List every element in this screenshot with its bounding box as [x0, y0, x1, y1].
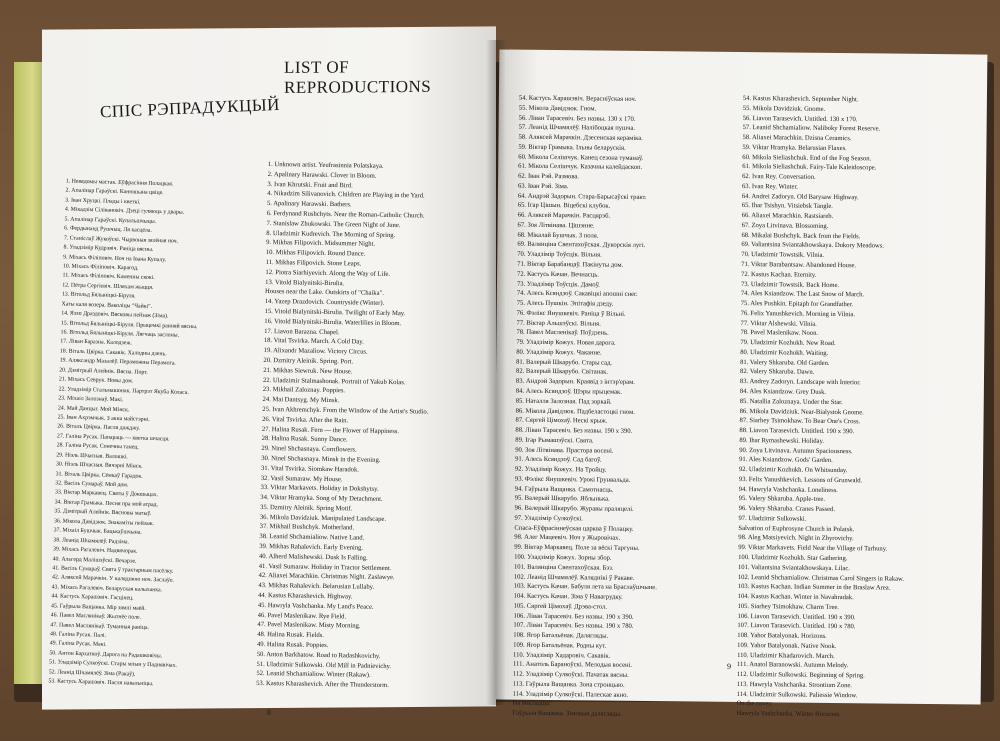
list-item: 100. Уладзімір Кожух. Зорны збор. — [514, 553, 612, 562]
list-item: 68. Mikalai Bushchyk. Back from the Fields. — [741, 231, 861, 240]
list-item: 19. Alixandr Mazaliow. Victory Circus. — [263, 347, 368, 356]
list-item: 45. Hawryla Vashchanka. My Land's Peace. — [257, 601, 374, 611]
list-item: 92. Uladzimir Kozhukh. On Whitsunday. — [738, 466, 848, 475]
list-item: 14. Язэп Драздовіч. Вясковы пейзаж (Зіма). — [61, 310, 169, 320]
list-item: 26. Віталь Цвірка. Пасля дажджу. — [57, 423, 140, 433]
list-item: 16. Вітольд Бялыніцкі-Біруля. Лягчаць заслоны. — [60, 329, 180, 339]
list-item: 94. Hawryla Vashchanka. Loneliness. — [738, 485, 838, 494]
list-item: 75. Ales Pushkin. Epitaph for Grandfather. — [740, 300, 854, 309]
list-item: 87. Сяргей Цімохаў. Нескі крыж. — [515, 416, 608, 425]
list-item: 23. Mikhail Zaloznay. Poppies. — [262, 386, 346, 395]
list-item: 6. Ferdynand Rushchyts. Near the Roman-Catholic Church. — [266, 209, 425, 220]
list-item: 111. Анатоль Бараноўскі. Мелодыя восені. — [512, 661, 633, 670]
list-item: 3. Іван Хруцкі. Плады і кветкі. — [65, 197, 141, 206]
list-item: Спаса-Еўфрасіннеўская царква ў Полацку. — [514, 524, 634, 533]
list-item: 96. Valery Shkaruba. Cranes Passed. — [738, 505, 836, 514]
list-item: 62. Ivan Rey. Conversation. — [742, 173, 816, 181]
list-item: On the cover: — [736, 700, 773, 708]
list-item: 113. Hawryla Vashchanka. Strontium Zone. — [736, 680, 852, 690]
list-item: 47. Pavel Maslenikaw. Misty Morning. — [257, 621, 361, 631]
list-item: 73. Уладзімір Тоўсцік. Дамоў. — [516, 280, 600, 289]
list-item: 107. Liavon Tarasevich. Untitled. 190 x 780. — [737, 622, 856, 631]
list-item: 4. Nikadzim Silivanovich. Children are Playing in the Yard. — [267, 190, 425, 200]
list-item: 91. Алесь Ксяндзоў. Сад багоў. — [515, 455, 602, 464]
list-item: 76. Felix Yanushkevich. Morning in Vilnia. — [740, 309, 856, 319]
list-item: 82. Valery Shkaruba. Dawn. — [740, 368, 815, 377]
list-item: 88. Ліван Тарасевіч. Без назвы. 190 х 390. — [515, 426, 633, 435]
list-item: 66. Aliaxei Marachkin. Rastsiareb. — [741, 212, 834, 221]
list-item: 46. Павел Маслянікаў. Жытнёе поле. — [50, 612, 142, 621]
list-item: 69. Valiantsina Sviantakhowskaya. Dukory Meadows. — [741, 241, 884, 250]
list-item: 43. Mikhas Rahalevich. Belarusian Lullaby. — [258, 582, 375, 592]
list-item: 95. Валерый Шкарубо. Яблынька. — [514, 495, 610, 504]
list-item: 109. Ягор Батальёнак. Родны кут. — [513, 641, 607, 650]
list-item: 57. Leanid Shchamialiow. Naliboky Forest Reserve. — [742, 124, 881, 133]
list-item: 77. Viktar Alshewski. Vilnia. — [740, 319, 817, 328]
list-item: 2. Apalinary Harawski. Clover in Bloom. — [267, 170, 377, 180]
list-item: 29. Ніэль Шчасная. Валошкі. — [56, 452, 129, 461]
list-item: 53. Kastus Kharashevich. After the Thunderstorm. — [256, 680, 389, 690]
list-item: 41. Vasil Sumaraw. Holiday in Tractor Settlement. — [258, 562, 392, 572]
list-item: 44. Кастусь Харашэвіч. Гасцінец. — [51, 593, 134, 602]
list-item: 51. Uladzimir Sulkowski. Old Mill in Padnievichy. — [256, 660, 392, 670]
reproductions-list-english — [256, 160, 490, 692]
reproductions-list-belarusian-continued — [512, 94, 741, 721]
list-item: 95. Valery Shkaruba. Apple-tree. — [738, 495, 826, 504]
list-item: 14. Yazep Drazdovich. Countryside (Winter). — [264, 298, 385, 308]
list-item: Гаўрыла Ващанка. Зімовыя далягляды. — [512, 709, 622, 719]
list-item: 60. Mikola Sieliashchuk. End of the Fog Season. — [742, 153, 872, 162]
list-item: Houses near the Lake. Outskirts of "Chaika". — [264, 288, 384, 298]
list-item: 110. Уладзімір Хадаровіч. Сакавік. — [513, 651, 611, 660]
list-item: 75. Алесь Пушкін. Эпітафія дзеду. — [516, 299, 614, 308]
list-item: 86. Mikola Davidziuk. Near-Bialystok Gnome. — [739, 407, 864, 416]
list-item: 55. Mikola Davidziuk. Gnome. — [742, 104, 826, 113]
list-item: 102. Leanid Shchamialiow. Christmas Carol Singers in Rakaw. — [737, 573, 905, 583]
list-item: 99. Viktar Markavets. Field Near the Village of Tarhuny. — [738, 544, 888, 553]
list-item: 71. Віктар Барабанцаў. Пакінуты дом. — [517, 260, 624, 269]
list-item: 47. Павел Маслянікаў. Туманная раніца. — [50, 621, 150, 631]
list-item: 103. Кастусь Качан. Бабуля лета на Браслаўшчыне. — [513, 582, 657, 592]
list-item: 59. Viktar Hramyka. Belarusian Flaxes. — [742, 143, 847, 152]
list-item: 15. Vitold Bialynitski-Birulia. Twilight of Early May. — [264, 307, 406, 318]
list-item: 7. Stanislaw Zhukowski. The Green Night of June. — [266, 219, 401, 229]
list-item: 28. Halina Rusak. Sunny Dance. — [261, 435, 348, 444]
list-item: 37. Mikhail Bushchyk. Motherland. — [259, 523, 355, 532]
list-item: 7. Станіслаў Жукоўскі. Чырвоная зялёная ноч. — [63, 235, 179, 245]
list-item: 76. Фэлікс Янушкевіч. Раніца ў Вільні. — [516, 309, 626, 318]
list-item: 5. Apalinary Harawski. Bathers. — [266, 200, 352, 209]
list-item: 65. Ігар Цішын. Віцебскі клубок. — [517, 202, 611, 211]
list-item: 34. Viktar Hramyka. Song of My Detachment. — [260, 494, 383, 503]
list-item: 85. Natallia Zaloznaya. Under the Star. — [739, 397, 843, 406]
list-item: 19. Аляксандр Мазалёў. Пераможны Перамога. — [59, 357, 176, 367]
page-number-left: 8 — [267, 707, 271, 718]
list-item: 11. Mikhas Filipovich. Stone Leaps. — [265, 258, 362, 268]
right-page — [493, 49, 988, 719]
list-item: 1. Unknown artist. Yeufrasinnia Polatskaya. — [267, 161, 384, 170]
list-item: 12. Пётра Сергіевіч. Шляхам жыцця. — [62, 282, 154, 291]
page-title-belarusian: СПІС РЭПРАДУКЦЫЙ — [99, 94, 281, 122]
page-title-english: LIST OF REPRODUCTIONS — [284, 57, 432, 97]
list-item: 29. Ninel Shchasnaya. Cornflowers. — [261, 445, 357, 454]
list-item: 52. Leanid Shchamialiow. Winter (Rakaw). — [256, 670, 371, 680]
list-item: 36. Мікола Давідзюк. Знакаміты пейзаж. — [53, 518, 155, 527]
list-item: 64. Андрэй Задорын. Стара-Барысаўскі тракт. — [517, 192, 647, 201]
list-item: 80. Uladzimir Kozhukh. Waiting. — [740, 348, 829, 357]
list-item: 89. Ігар Рымашэўскі. Свята. — [515, 436, 594, 445]
list-item: 105. Сяргей Цімохаў. Дрэва-стол. — [513, 602, 608, 611]
list-item: 83. Andrey Zadoryn. Landscape with Interior. — [739, 378, 861, 387]
list-item: 68. Мікалай Бушчык. З поля. — [517, 231, 599, 240]
list-item: 73. Uladzimir Towstsik. Back Home. — [740, 280, 840, 289]
list-item: 16. Vitold Bialynitski-Birulia. Waterlilies in Bloom. — [264, 317, 402, 327]
list-item: 18. Vital Tsvirka. March. A Cold Day. — [263, 337, 364, 346]
list-item: 30. Ніэль Шчасная. Вячэрні Мінск. — [55, 461, 143, 470]
list-item: 91. Ales Ksiandzow. Gods' Garden. — [739, 456, 833, 465]
list-item: 11. Міхась Філіповіч. Каменны скокі. — [62, 272, 155, 282]
list-item: 24. Mai Dantsyg. My Minsk. — [262, 396, 340, 405]
list-item: 21. Міхась Севрук. Новы дом. — [58, 376, 134, 385]
list-item: 93. Felix Yanushkevich. Lessons of Grunwald. — [738, 475, 863, 485]
list-item: 111. Anatol Baranowski. Autumn Melody. — [736, 661, 849, 670]
list-item: 93. Фэлікс Янушкевіч. Урокі Грунвальда. — [514, 475, 631, 484]
list-item: 88. Liavon Tarasevich. Untitled. 190 x 390. — [739, 427, 855, 436]
list-item: 84. Ales Ksiandzow. Grey Dusk. — [739, 387, 827, 396]
list-item: 40. Альгерд Малішэўскі. Вечарэе. — [52, 555, 137, 565]
list-item: 62. Іван Рэй. Размова. — [518, 172, 580, 181]
list-item: 98. Алег Мацеевіч. Ноч у Жыровічах. — [514, 534, 621, 543]
list-item: 6. Фердынанд Рушчыц. Ля касцёла. — [64, 225, 152, 235]
list-item: 28. Галіна Русак. Сонечны танец. — [56, 442, 139, 451]
list-item: 72. Кастусь Качан. Вечнасць. — [517, 270, 599, 279]
list-item: 20. Дзмітрый Алейнік. Вясна. Порт. — [59, 367, 148, 376]
list-item: 43. Міхась Рагалевіч. Беларуская калыханка. — [51, 584, 163, 594]
list-item: 25. Іван Ахрэмчык. З акна майстэрні. — [57, 414, 150, 423]
list-item: 104. Kastus Kachan. Winter in Navahradak. — [737, 593, 854, 602]
list-item: 22. Uladzimir Stalmashonak. Portrait of Yakub Kolas. — [262, 376, 406, 386]
list-item: 56. Ліван Тарасевіч. Без назвы. 130 х 170. — [518, 114, 636, 123]
list-item: 52. Леанід Шчамялёў. Зіма (Ракаў). — [48, 668, 136, 678]
list-item: 54. Кастусь Харашэвіч. Верасніўская ноч. — [518, 94, 637, 103]
list-item: 10. Міхась Філіповіч. Карагод. — [62, 263, 139, 272]
list-item: 51. Уладзімір Сулкоўскі. Стары млын у Паднявічах. — [48, 659, 177, 670]
list-item: 96. Валерый Шкарубо. Журавы праляцелі. — [514, 504, 634, 514]
list-item: 1. Невядомы мастак. Еўфрасіння Полацкая. — [65, 178, 174, 188]
page-number-right: 9 — [726, 661, 732, 671]
list-item: 64. Andrei Zadoryn. Old Barysaw Highway. — [741, 192, 859, 201]
list-item: 109. Yahor Batalyonak. Native Nook. — [737, 641, 837, 650]
list-item: 42. Aliaxei Marachkin. Christmas Night. Zaslawye. — [258, 572, 395, 582]
list-item: 86. Мікола Давідзюк. Падбеластоцкі гном. — [515, 407, 635, 416]
list-item: 50. Anton Barkhatow. Road to Radashkovichy. — [256, 650, 381, 660]
list-item: 101. Валянціна Свентахоўская. Бэз. — [513, 563, 614, 572]
list-item: 56. Liavon Tarasevich. Untitled. 130 x 170. — [742, 114, 858, 123]
list-item: 21. Mikhas Siewruk. New House. — [263, 366, 353, 376]
list-item: 46. Pavel Maslenikaw. Rye Field. — [257, 611, 347, 621]
list-item: 110. Uladzimir Khadarovich. March. — [737, 651, 835, 660]
list-item: 98. Aleg Matsiyevich. Night in Zhyrovichy. — [738, 534, 854, 543]
list-item: 89. Ihar Rymashewski. Holiday. — [739, 436, 825, 445]
list-item: 48. Halina Rusak. Fields. — [257, 631, 324, 640]
list-item: 2. Апалінар Гараўскі. Канюшына цвіце. — [65, 187, 164, 197]
list-item: 114. Uladzimir Sulkowski. Paliessie Window. — [736, 690, 858, 699]
list-item: 65. Ihar Tsishyn. Vitsiebsk Tangle. — [741, 202, 833, 211]
list-item: 100. Uladzimir Kozhukh. Star Gathering. — [738, 553, 848, 563]
list-item: 97. Уладзімір Сулкоўскі. — [514, 514, 584, 523]
list-item: 70. Uladzimir Towstsik. Vilnia. — [741, 251, 825, 260]
list-item: 82. Валерый Шкарубо. Світанак. — [516, 368, 609, 377]
list-item: 36. Mikola Davidziuk. Manipulated Landscape. — [259, 513, 387, 523]
list-item: 74. Ales Ksiandzow. The Last Snow of March. — [740, 290, 865, 299]
list-item: 106. Liavon Tarasevich. Untitled. 190 x 390. — [737, 612, 856, 621]
list-item: 79. Uladzimir Kozhukh. New Road. — [740, 339, 836, 348]
list-item: 24. Май Данцыг. Мой Мінск. — [57, 404, 130, 413]
list-item: 42. Аляксей Марачкін. У каляднюю ноч. Заслаўе. — [51, 574, 174, 585]
list-item: 61. Mikola Sieliashchuk. Fairy-Tale Kaleidoscope. — [742, 163, 877, 172]
book-gutter — [486, 40, 506, 705]
list-item: 23. Міхаіл Залознаў. Макі. — [58, 395, 124, 404]
list-item: 78. Павел Масленікаў. Поўдзень. — [516, 329, 609, 337]
list-item: 48. Галіна Русак. Палі. — [49, 631, 107, 639]
list-item: 32. Васіль Сумараў. Мой дом. — [55, 480, 129, 489]
reproductions-list-belarusian — [48, 177, 262, 692]
list-item: 12. Piotra Siarhiyevich. Along the Way of Life. — [265, 268, 391, 278]
list-item: 54. Kastus Kharashevich. September Night. — [742, 95, 859, 104]
list-item: 102. Леанід Шчамялёў. Каляднікі ў Ракаве. — [513, 573, 635, 582]
list-item: 31. Vital Tsvirka. Siomkaw Haradok. — [260, 464, 360, 474]
list-item: Hawryla Vashchanka. Winter Horizons. — [736, 710, 841, 719]
list-item: Salvation of Euphrosyne Church in Polatsk. — [738, 524, 855, 533]
list-item: 78. Pavel Maslenikaw. Noon. — [740, 329, 819, 338]
list-item: 49. Галіна Русак. Макі. — [49, 640, 107, 649]
list-item: 90. Zoya Litvinava. Autumn Spaciousness. — [739, 446, 853, 455]
list-item: 74. Алесь Ксяндзоў. Сакавіцкі апошні снег. — [516, 289, 638, 299]
list-item: 13. Вітольд Бялыніцкі-Біруля. — [61, 291, 136, 300]
list-item: 17. Ліван Баразна. Калодзеж. — [60, 338, 132, 347]
list-item: 27. Галіна Русак. Папараць — кветка шчасця. — [56, 433, 170, 443]
list-item: 69. Валянціна Свентахоўская. Дукорскія лугі. — [517, 241, 646, 250]
list-item: 108. Ягор Батальёнак. Далягляды. — [513, 631, 609, 640]
list-item: 18. Віталь Цвірка. Сакавік. Халодны дзень. — [59, 348, 167, 358]
list-item: 35. Дзмітрый Алейнік. Вясновы матыў. — [54, 508, 152, 518]
list-item: 108. Yahor Batalyonak. Horizons. — [737, 632, 827, 641]
list-item: На вокладцы: — [512, 700, 551, 708]
list-item: 112. Uladzimir Sulkowski. Beginning of Spring. — [736, 671, 865, 680]
list-item: 33. Viktar Markavets. Holiday in Dokshytsy. — [260, 484, 379, 494]
list-item: 58. Аляксей Марачкін. Дзесенская кераміка. — [518, 133, 643, 143]
list-item: 71. Viktar Barabantsaw. Abandoned House. — [741, 261, 857, 270]
list-item: 58. Aliaxei Marachkin. Dzisna Ceramics. — [742, 134, 852, 143]
list-item: 22. Уладзімір Стальмашонак. Партрэт Якуба Коласа. — [58, 385, 189, 396]
list-item: 30. Ninel Shchasnaya. Minsk in the Evening. — [261, 454, 381, 464]
list-item: 37. Міхаіл Бушчык. Бацькаўшчына. — [53, 527, 142, 536]
list-item: 66. Аляксей Марачкін. Расцярэб. — [517, 211, 611, 220]
list-item: 107. Ліван Тарасевіч. Без назвы. 190 х 780. — [513, 621, 634, 631]
list-item: 106. Ліван Тарасевіч. Без назвы. 190 х 390. — [513, 612, 634, 621]
list-item: 8. Уладзімір Кудрэвіч. Раніца вясны. — [63, 244, 154, 253]
list-item: 105. Siarhey Tsimokhaw. Charm Tree. — [737, 602, 840, 611]
list-item: 13. Vitold Bialynitski-Birulia. — [265, 278, 345, 287]
list-item: 114. Уладзімір Сулкоўскі. Палескае акно. — [512, 690, 629, 699]
list-item: 92. Уладзімір Кожух. На Тройцу. — [514, 465, 607, 474]
list-item: 79. Уладзімір Кожух. Новая дарога. — [516, 338, 616, 347]
list-item: 63. Ivan Rey. Winter. — [741, 182, 798, 191]
list-item: 27. Halina Rusak. Fern — the Flower of Happiness. — [261, 425, 400, 435]
list-item: 67. Zoya Litvinava. Blossoming. — [741, 221, 829, 230]
list-item: 112. Уладзімір Сулкоўскі. Пачатак вясны. — [512, 670, 629, 680]
reproductions-list-english-continued — [736, 94, 979, 721]
list-item: Хаты каля возера. Ваколіцы "Чайкі". — [61, 301, 153, 310]
list-item: 70. Уладзімір Тоўсцік. Вільня. — [517, 250, 602, 259]
list-item: 33. Віктар Маркавец. Святы ў Докшыцах. — [54, 489, 159, 499]
list-item: 50. Антон Бархаткоў. Дарога на Радашковічы. — [49, 650, 163, 660]
list-item: 17. Liavon Barazna. Chapel. — [264, 327, 340, 336]
list-item: 38. Леанід Шчамялёў. Радзіма. — [53, 536, 130, 546]
list-item: 8. Uladzimir Kudrevich. The Morning of Spring. — [266, 229, 396, 239]
list-item: 72. Kastus Kachan. Eternity. — [741, 270, 817, 279]
list-item: 103. Kastus Kachan. Indian Summer in the Braslaw Area. — [737, 583, 891, 592]
list-item: 4. Мікадзім Сілівановіч. Дзеці гуляюць у двары. — [64, 206, 185, 217]
list-item: 61. Мікола Селішчук. Казачны калейдаскоп. — [518, 163, 643, 172]
list-item: 59. Віктар Грамыка. Ільны беларускія. — [518, 143, 626, 152]
list-item: 49. Halina Rusak. Poppies. — [256, 641, 329, 650]
list-item: 39. Mikhas Rahalevich. Early Evening. — [259, 543, 364, 552]
list-item: 84. Алесь Ксяндзоў. Шэры прыцемак. — [515, 387, 622, 396]
list-item: 39. Міхась Рагалевіч. Надвячорак. — [52, 546, 138, 555]
list-item: 26. Vital Tsvirka. After the Rain. — [262, 415, 349, 425]
list-item: 55. Мікола Давідзюк. Гном. — [518, 104, 597, 113]
list-item: 80. Уладзімір Кожух. Чаканне. — [516, 348, 602, 357]
list-item: 87. Siarhey Tsimokhaw. To Bear One's Cross. — [739, 417, 861, 426]
list-item: 25. Ivan Akhremchyk. From the Window of the Artist's Studio. — [262, 405, 429, 416]
list-item: 101. Valiantsina Sviantakhowskaya. Lilac. — [737, 563, 850, 572]
list-item: 53. Кастусь Харашэвіч. Пасля навальніцы. — [48, 678, 154, 688]
list-item: 67. Зоя Літвінава. Цішэнне. — [517, 221, 595, 230]
list-item: 81. Valery Shkaruba. Old Garden. — [740, 358, 830, 367]
list-item: 94. Гаўрыла Ващанка. Самотнасць. — [514, 485, 614, 494]
list-item: 41. Васіль Сумараў. Свята ў трактарным пасёлку. — [52, 565, 174, 575]
list-item: 85. Наталля Залозная. Пад зоркай. — [515, 397, 612, 406]
list-item: 9. Міхась Філіповіч. Ноч на Івана Купалу. — [63, 253, 167, 263]
list-item: 97. Uladzimir Sulkowski. — [738, 514, 807, 523]
list-item: 104. Кастусь Качан. Зіма ў Навагрудку. — [513, 592, 623, 601]
list-item: 20. Dzmitry Aleinik. Spring. Port. — [263, 356, 354, 366]
list-item: 99. Віктар Маркавец. Поле за вёскі Таргуны. — [514, 543, 640, 553]
list-item: 3. Ivan Khrutski. Fruit and Bird. — [267, 180, 353, 189]
list-item: 44. Kastus Kharashevich. Highway. — [258, 592, 353, 601]
list-item: 5. Апалінар Гараўскі. Купальшчыцы. — [64, 216, 157, 225]
list-item: 32. Vasil Sumaraw. My House. — [260, 474, 343, 483]
list-item: 90. Зоя Літвінава. Прастора восені. — [515, 446, 614, 455]
list-item: 31. Віталь Цвірка. Сёмкаў Гарадок. — [55, 470, 143, 480]
list-item: 81. Валерый Шкарубо. Стары сад. — [516, 358, 613, 367]
list-item: 9. Mikhas Filipovich. Midsummer Night. — [266, 239, 376, 249]
list-item: 57. Леанід Шчамялёў. Налібоцкая пушча. — [518, 123, 636, 133]
left-page — [42, 26, 496, 718]
list-item: 83. Андрэй Задорын. Краявід з інтэр'ерам. — [515, 377, 635, 387]
list-item: 38. Leanid Shchamialiow. Native Land. — [259, 533, 365, 542]
list-item: 40. Alherd Malishewski. Dusk Is Falling. — [258, 552, 368, 562]
list-item: 15. Вітольд Бялыніцкі-Біруля. Прыцемкі ранняй вясны. — [60, 319, 198, 330]
list-item: 34. Віктар Грамыка. Песня пра мой атрад. — [54, 499, 159, 509]
list-item: 63. Іван Рэй. Зіма. — [517, 182, 569, 191]
list-item: 60. Мікола Селішчук. Канец сезона туманаў. — [518, 153, 644, 162]
list-item: 113. Гаўрыла Ващанка. Зона стронцыю. — [512, 680, 625, 689]
list-item: 35. Dzmitry Aleinik. Spring Motif. — [260, 503, 353, 513]
list-item: 10. Mikhas Filipovich. Round Dance. — [265, 249, 366, 258]
list-item: 45. Гаўрыла Ващанка. Мір зямлі маёй. — [50, 602, 146, 612]
list-item: 77. Віктар Альшэўскі. Вільня. — [516, 319, 601, 328]
